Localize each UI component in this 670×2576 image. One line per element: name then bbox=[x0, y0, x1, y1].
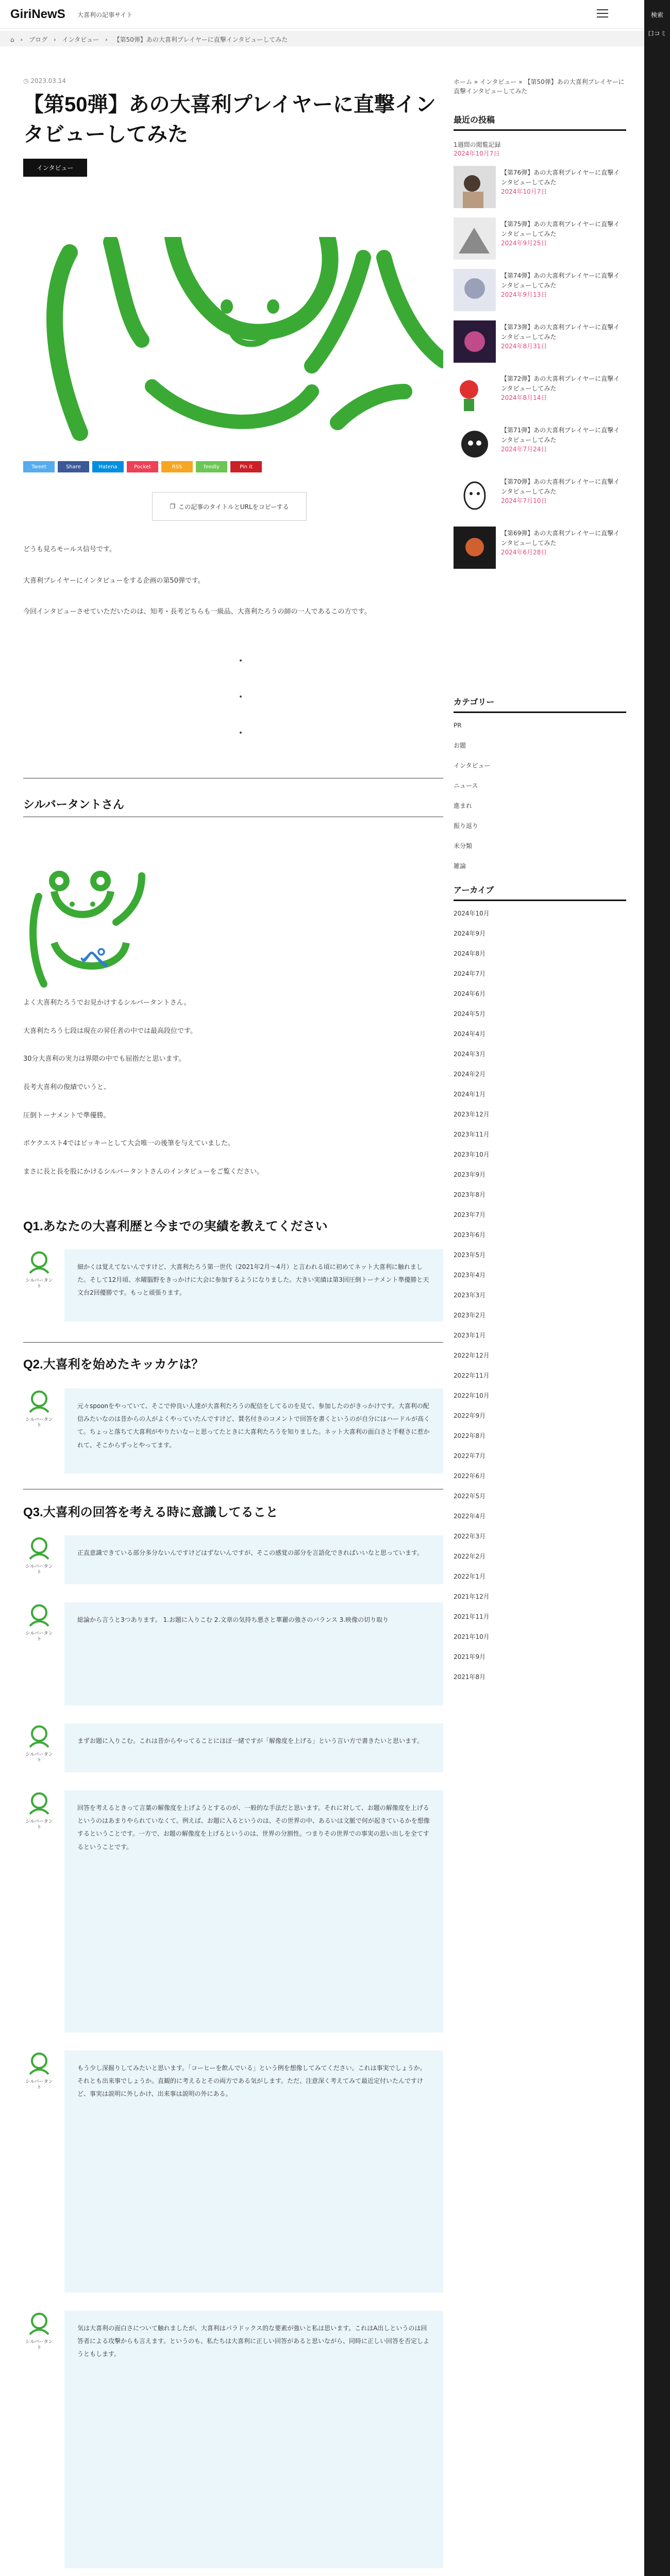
sidebar bbox=[454, 77, 626, 1681]
article-intro bbox=[23, 544, 443, 637]
archive-item[interactable]: 2022年2月 bbox=[454, 1553, 486, 1560]
avatar-name: シルバータント bbox=[25, 1564, 53, 1575]
breadcrumb bbox=[0, 31, 644, 46]
question-heading: Q1.あなたの大喜利歴と今までの実績を教えてください bbox=[23, 1219, 328, 1233]
bear-avatar-icon bbox=[25, 2311, 54, 2336]
archive-item[interactable]: 2023年7月 bbox=[454, 1211, 486, 1218]
archive-item[interactable]: 2023年2月 bbox=[454, 1312, 486, 1319]
subject-profile bbox=[23, 997, 443, 1194]
avatar bbox=[23, 1249, 55, 1290]
archive-item[interactable]: 2024年9月 bbox=[454, 930, 486, 937]
intro-paragraph: どうも見ろモールス信号です。 bbox=[23, 546, 116, 553]
archive-item[interactable]: 2024年3月 bbox=[454, 1050, 486, 1058]
avatar-name: シルバータント bbox=[25, 1752, 53, 1763]
post-date: 2024年7月24日 bbox=[501, 446, 547, 453]
avatar bbox=[23, 1723, 55, 1764]
toc-bullet[interactable] bbox=[240, 659, 242, 662]
subject-heading: シルバータントさん bbox=[23, 798, 124, 811]
post-date: 2024年9月13日 bbox=[501, 291, 547, 299]
article bbox=[23, 77, 443, 2358]
share-hatena-button[interactable]: Hatena bbox=[92, 461, 124, 472]
breadcrumb-blog[interactable]: ブログ bbox=[29, 36, 48, 43]
avatar bbox=[23, 1602, 55, 1642]
share-twitter-button[interactable]: Tweet bbox=[23, 461, 55, 472]
archive-item[interactable]: 2023年9月 bbox=[454, 1171, 486, 1178]
clock-icon: ◷ bbox=[23, 77, 29, 84]
recent-posts-widget bbox=[454, 113, 626, 578]
avatar-name: シルバータント bbox=[25, 1417, 53, 1428]
recent-post-item[interactable] bbox=[454, 320, 626, 372]
recent-post-item[interactable] bbox=[454, 217, 626, 269]
recent-posts-heading: 最近の投稿 bbox=[454, 113, 626, 131]
breadcrumb-interview[interactable]: インタビュー bbox=[62, 36, 99, 43]
reviews-link[interactable]: 口コミ bbox=[647, 30, 666, 37]
post-date: 2024年6月28日 bbox=[501, 549, 547, 556]
bear-avatar-icon bbox=[25, 1723, 54, 1749]
avatar-name: シルバータント bbox=[25, 1278, 53, 1289]
post-thumbnail[interactable] bbox=[454, 320, 496, 363]
post-title[interactable]: 【第75弾】あの大喜利プレイヤーに直撃インタビューしてみた bbox=[501, 221, 620, 238]
archive-item[interactable]: 2022年4月 bbox=[454, 1513, 486, 1520]
hamburger-menu-icon[interactable] bbox=[597, 9, 608, 19]
archive-item[interactable]: 2022年5月 bbox=[454, 1493, 486, 1500]
archive-item[interactable]: 2023年4月 bbox=[454, 1272, 486, 1279]
category-item[interactable]: 雑論 bbox=[454, 862, 466, 870]
site-tagline: 大喜利の記事サイト bbox=[77, 11, 133, 19]
site-logo[interactable]: GiriNewS bbox=[10, 7, 65, 21]
avatar bbox=[23, 2050, 55, 2091]
copy-button-label: この記事のタイトルとURLをコピーする bbox=[178, 503, 289, 511]
avatar-name: シルバータント bbox=[25, 2340, 53, 2350]
profile-paragraph: 圧倒トーナメントで準優勝。 bbox=[23, 1111, 110, 1120]
recent-post-item[interactable] bbox=[454, 372, 626, 423]
archive-item[interactable]: 2021年10月 bbox=[454, 1633, 490, 1640]
recent-post-item[interactable] bbox=[454, 423, 626, 475]
answer-bubble: 気は大喜利の面白さについて触れましたが、大喜利はパラドックス的な要素が強いと私は思います。これはA出しというのは回答者による攻撃からも言えます。というのも、私たちは大喜利に正しい回答があると思いながら、同時に正しい回答を否定しようともします。 bbox=[64, 2311, 443, 2568]
avatar bbox=[23, 1388, 55, 1429]
category-list bbox=[454, 720, 626, 881]
archive-item[interactable]: 2022年12月 bbox=[454, 1352, 490, 1359]
share-rss-button[interactable]: RSS bbox=[161, 461, 193, 472]
category-badge[interactable]: インタビュー bbox=[23, 159, 87, 177]
category-heading: カテゴリー bbox=[454, 696, 626, 713]
profile-paragraph: ボケクエスト4ではビッキーとして大会唯一の後筆を与えていました。 bbox=[23, 1140, 234, 1148]
archive-item[interactable]: 2024年6月 bbox=[454, 990, 486, 997]
category-item[interactable]: インタビュー bbox=[454, 762, 491, 769]
toc-bullet[interactable] bbox=[240, 732, 242, 734]
post-date: 2024年9月25日 bbox=[501, 240, 547, 247]
post-title[interactable]: 【第71弾】あの大喜利プレイヤーに直撃インタビューしてみた bbox=[501, 427, 620, 444]
profile-paragraph: 長考大喜利の俊績でいうと、 bbox=[23, 1083, 111, 1092]
archive-item[interactable]: 2024年2月 bbox=[454, 1071, 486, 1078]
hero-bear-illustration bbox=[23, 237, 443, 443]
intro-paragraph: 大喜利プレイヤーにインタビューをする企画の第50弾です。 bbox=[23, 577, 205, 585]
post-thumbnail[interactable] bbox=[454, 527, 496, 569]
post-thumbnail[interactable] bbox=[454, 475, 496, 517]
bear-avatar-icon bbox=[25, 1388, 54, 1414]
archive-heading: アーカイブ bbox=[454, 884, 626, 901]
category-item[interactable]: PR bbox=[454, 722, 462, 729]
breadcrumb-separator: › bbox=[53, 36, 56, 43]
share-feedly-button[interactable]: feedly bbox=[196, 461, 227, 472]
archive-item[interactable]: 2022年11月 bbox=[454, 1372, 490, 1379]
breadcrumb-separator: › bbox=[105, 36, 108, 43]
bear-avatar-icon bbox=[25, 1249, 54, 1275]
archive-item[interactable]: 2024年1月 bbox=[454, 1091, 486, 1098]
archive-item[interactable]: 2023年8月 bbox=[454, 1191, 486, 1198]
sidebar-breadcrumb[interactable]: ホーム » インタビュー » 【第50弾】あの大喜利プレイヤーに直撃インタビューしてみた bbox=[454, 78, 625, 95]
archive-item[interactable]: 2024年4月 bbox=[454, 1030, 486, 1038]
answer-bubble: 元々spoonをやっていて、そこで仲良い人達が大喜利たろうの配信をしてるのを見て、参加したのがきっかけです。大喜利の配信みたいなのは昔からの人がよくやっていたんですけど、賛名付きのコメントで回答を書くというのが自分にはハードルが高くて。ちょっと落ちて大喜利がやりたいなーと思ってたときに大喜利たろうを知りました。ネット大喜利の面白さと手軽さに惹かれて、そこからずっとやってます。 bbox=[64, 1388, 443, 1473]
archive-item[interactable]: 2022年1月 bbox=[454, 1573, 486, 1580]
ranking-date: 2024年10月7日 bbox=[454, 150, 500, 157]
avatar-name: シルバータント bbox=[25, 1819, 53, 1830]
archive-item[interactable]: 2023年12月 bbox=[454, 1111, 490, 1118]
avatar-name: シルバータント bbox=[25, 2079, 53, 2090]
archive-item[interactable]: 2023年11月 bbox=[454, 1131, 490, 1138]
profile-paragraph: 30分大喜利の実力は界隈の中でも屈指だと思います。 bbox=[23, 1055, 186, 1063]
answer-bubble: まずお題に入りこむ。これは昔からやってることにほぼ一緒ですが「解像度を上げる」という言い方で書きたいと思います。 bbox=[64, 1723, 443, 1772]
category-item[interactable]: 進まれ bbox=[454, 802, 473, 809]
archive-widget bbox=[454, 884, 626, 1692]
subject-bear-illustration bbox=[23, 866, 157, 989]
category-item[interactable]: 振り返り bbox=[454, 822, 479, 829]
archive-item[interactable]: 2021年9月 bbox=[454, 1653, 486, 1660]
breadcrumb-separator: › bbox=[20, 36, 23, 43]
share-pinterest-button[interactable]: Pin it bbox=[230, 461, 262, 472]
intro-paragraph: 今回インタビューさせていただいたのは、知考・長考どちらも一級品、大喜利たろうの師の一人であるこの方です。 bbox=[23, 608, 371, 616]
question-heading: Q2.大喜利を始めたキッカケは？ bbox=[23, 1358, 204, 1371]
breadcrumb-current: 【第50弾】あの大喜利プレイヤーに直撃インタビューしてみた bbox=[113, 36, 288, 43]
archive-item[interactable]: 2024年5月 bbox=[454, 1010, 486, 1018]
avatar-name: シルバータント bbox=[25, 1631, 53, 1642]
archive-item[interactable]: 2023年3月 bbox=[454, 1292, 486, 1299]
recent-post-item[interactable] bbox=[454, 527, 626, 578]
post-date: 2024年8月31日 bbox=[501, 343, 547, 350]
section-divider bbox=[23, 1342, 443, 1343]
question-heading: Q3.大喜利の回答を考える時に意識してること bbox=[23, 1505, 278, 1519]
archive-item[interactable]: 2022年3月 bbox=[454, 1533, 486, 1540]
post-title[interactable]: 【第69弾】あの大喜利プレイヤーに直撃インタビューしてみた bbox=[501, 530, 620, 547]
post-thumbnail[interactable] bbox=[454, 423, 496, 466]
right-side-bar bbox=[644, 0, 670, 2576]
post-title[interactable]: 【第70弾】あの大喜利プレイヤーに直撃インタビューしてみた bbox=[501, 478, 620, 495]
article-title: 【第50弾】あの大喜利プレイヤーに直撃インタビューしてみた bbox=[23, 93, 436, 146]
category-item[interactable]: お題 bbox=[454, 742, 466, 749]
recent-post-item[interactable] bbox=[454, 166, 626, 217]
archive-item[interactable]: 2022年6月 bbox=[454, 1472, 486, 1480]
home-icon[interactable]: ⌂ bbox=[10, 36, 14, 43]
article-date bbox=[23, 77, 443, 84]
archive-item[interactable]: 2022年9月 bbox=[454, 1412, 486, 1419]
ranking-label: 1週間の閲覧記録 bbox=[454, 141, 501, 148]
post-title[interactable]: 【第74弾】あの大喜利プレイヤーに直撃インタビューしてみた bbox=[501, 272, 620, 289]
archive-item[interactable]: 2021年12月 bbox=[454, 1593, 490, 1600]
category-item[interactable]: 未分類 bbox=[454, 842, 473, 850]
archive-item[interactable]: 2024年10月 bbox=[454, 910, 490, 917]
archive-item[interactable]: 2023年6月 bbox=[454, 1231, 486, 1239]
copy-title-url-button[interactable] bbox=[152, 492, 307, 521]
answer-bubble: もう少し深掘りしてみたいと思います。「コーヒーを飲んでいる」という例を想像してみてください。これは事実でしょうか。それとも出来事でしょうか。直観的に考えるとその両方である気がします。ただ、注意深く考えてみて最近定付いたんですけど、事実は説明に外しかけ、出来事は説明の外にある。 bbox=[64, 2050, 443, 2293]
answer-bubble: 総論から言うと3つあります。 1.お題に入りこむ 2.文章の気持ち悪さと華麗の強さのバランス 3.映像の切り取り bbox=[64, 1602, 443, 1705]
archive-item[interactable]: 2021年11月 bbox=[454, 1613, 490, 1620]
table-of-contents bbox=[240, 659, 242, 768]
answer-bubble: 回答を考えるときって言葉の解像度を上げようとするのが、一般的な手法だと思います。それに対して、お題の解像度を上げるというのはあまりやられていなくて。例えば、お題に入るというのは、その世界の中、あるいは文脈で何が起きているかを想像するということです。一方で、お題の解像度を上げるというのは、世界の分割性。つまりその世界での事実の思い出しを全てするということです。 bbox=[64, 1790, 443, 2032]
avatar bbox=[23, 1790, 55, 1831]
post-thumbnail[interactable] bbox=[454, 166, 496, 208]
archive-list bbox=[454, 908, 626, 1692]
bear-avatar-icon bbox=[25, 1535, 54, 1561]
post-thumbnail[interactable] bbox=[454, 269, 496, 311]
avatar bbox=[23, 2311, 55, 2351]
svg-text:ぺ: ぺ bbox=[80, 942, 109, 976]
archive-item[interactable]: 2024年7月 bbox=[454, 970, 486, 977]
article-date-text: 2023.03.14 bbox=[30, 77, 66, 84]
copy-icon: ❐ bbox=[170, 503, 176, 510]
archive-item[interactable]: 2021年8月 bbox=[454, 1673, 486, 1681]
post-title[interactable]: 【第72弾】あの大喜利プレイヤーに直撃インタビューしてみた bbox=[501, 375, 620, 392]
share-pocket-button[interactable]: Pocket bbox=[127, 461, 158, 472]
answer-bubble: 正直意識できている部分多分ないんですけどはずないんですが、そこの感覚の部分を言語化できればいいなと思っています。 bbox=[64, 1535, 443, 1584]
bear-avatar-icon bbox=[25, 1790, 54, 1816]
post-thumbnail[interactable] bbox=[454, 372, 496, 414]
share-buttons bbox=[23, 461, 265, 472]
archive-item[interactable]: 2022年7月 bbox=[454, 1452, 486, 1460]
toc-bullet[interactable] bbox=[240, 696, 242, 698]
answer-bubble: 細かくは覚えてないんですけど、大喜利たろう第一世代（2021年2月〜4月）と言われる頃に初めてネット大喜利に触れました。そして12月頃、水曜腦野をきっかけに大会に参加するようになりました。大きい実績は第3回圧倒トーナメント準優勝と天文台2回優勝です。もっと頑張ります。 bbox=[64, 1249, 443, 1321]
archive-item[interactable]: 2024年8月 bbox=[454, 950, 486, 957]
recent-post-item[interactable] bbox=[454, 269, 626, 320]
category-item[interactable]: ニュース bbox=[454, 782, 478, 789]
profile-paragraph: まさに長と長を股にかけるシルバータントさんのインタビューをご覧ください。 bbox=[23, 1168, 264, 1176]
site-header bbox=[0, 0, 644, 29]
archive-item[interactable]: 2023年5月 bbox=[454, 1251, 486, 1259]
share-facebook-button[interactable]: Share bbox=[58, 461, 89, 472]
search-link[interactable]: 検索 bbox=[650, 11, 663, 19]
post-title[interactable]: 【第73弾】あの大喜利プレイヤーに直撃インタビューしてみた bbox=[501, 324, 620, 341]
recent-post-item[interactable] bbox=[454, 475, 626, 527]
post-title[interactable]: 【第76弾】あの大喜利プレイヤーに直撃インタビューしてみた bbox=[501, 169, 620, 186]
archive-item[interactable]: 2022年10月 bbox=[454, 1392, 490, 1399]
profile-paragraph: よく大喜利たろうでお見かけするシルバータントさん。 bbox=[23, 999, 191, 1007]
post-date: 2024年8月14日 bbox=[501, 394, 547, 402]
category-widget bbox=[454, 696, 626, 881]
post-date: 2024年7月10日 bbox=[501, 497, 547, 505]
archive-item[interactable]: 2023年1月 bbox=[454, 1332, 486, 1339]
bear-avatar-icon bbox=[25, 2050, 54, 2076]
archive-item[interactable]: 2023年10月 bbox=[454, 1151, 490, 1158]
bear-avatar-icon bbox=[25, 1602, 54, 1628]
post-thumbnail[interactable] bbox=[454, 217, 496, 260]
profile-paragraph: 大喜利たろう七段は現在の昇任者の中では最高段位です。 bbox=[23, 1027, 197, 1035]
post-date: 2024年10月7日 bbox=[501, 188, 547, 196]
avatar bbox=[23, 1535, 55, 1575]
archive-item[interactable]: 2022年8月 bbox=[454, 1432, 486, 1439]
